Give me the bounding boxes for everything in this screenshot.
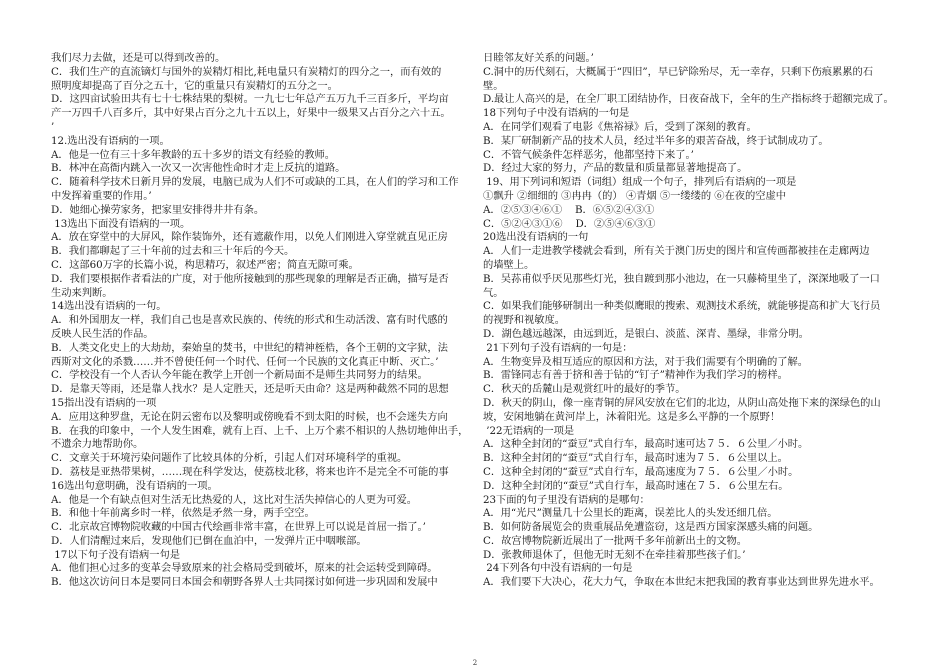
- text-line: D．湖色越远越深，由远到近，是银白、淡蓝、深青、墨绿，非常分明。: [483, 327, 809, 340]
- text-line: D．是靠天等雨，还是靠人找水？是人定胜天，还是听天由命？这是两种截然不同的思想: [51, 383, 449, 396]
- text-line: A．在同学们观看了电影《焦裕禄》后，受到了深刻的教育。: [483, 120, 757, 133]
- text-line: C．故宫博物院新近展出了一批两千多年前新出土的文物。: [483, 534, 747, 547]
- text-line: C．这种全封闭的“蚕豆”式自行车，最高速度为７５．６公里／小时。: [483, 465, 799, 478]
- text-line: C．不管气候条件怎样恶劣，他都坚持下来了。’: [483, 148, 694, 161]
- text-line: A．这种全封闭的“蚕豆”式自行车，最高时速可达７５．６公里／小时。: [483, 438, 809, 451]
- text-line: 的视野和视敏度。: [483, 314, 565, 327]
- text-line: D．我们要根据作者看法的广度，对于他所接触到的那些现象的理解是否正确，描写是否: [51, 272, 449, 285]
- text-line: ’22无语病的一项是: [483, 424, 575, 437]
- page-number: 2: [472, 659, 478, 667]
- text-line: D．经过大家的努力，产品的数量和质量都显著地提高了。: [483, 162, 748, 175]
- text-line: A．他是一个有缺点但对生活无比热爱的人，这比对生活失掉信心的人更为可爱。: [51, 493, 418, 506]
- text-line: B．如何防备展览会的贵重展品免遭盗窃，这是西方国家深感头痛的问题。: [483, 521, 819, 534]
- text-line: 西斯对文化的杀戮……并不曾使任何一个时代、任何一个民族的文化真正中断、灭亡。’: [51, 355, 439, 368]
- text-line: 20选出没有语病的一句: [483, 231, 589, 244]
- text-line: 19、用下列词和短语（词组）组成一个句子，排列后有语病的一项是: [483, 176, 797, 189]
- text-line: 我们尽力去做，还是可以得到改善的。: [51, 52, 226, 64]
- text-line: C．这部60万字的长篇小说，构思精巧，叙述严密；简直无隙可乘。: [51, 258, 359, 271]
- text-line: C．文章关于环境污染问题作了比较具体的分析，引起人们对环境科学的重视。: [51, 452, 408, 465]
- text-line: C．我们生产的直流镝灯与国外的炭精灯相比,耗电量只有炭精灯的四分之一，而有效的: [51, 65, 442, 78]
- text-line: 23下面的句子里没有语病的是哪句：: [483, 493, 650, 506]
- text-line: D．张教师退休了，但他无时无刻不在牵挂着那些孩子们。’: [483, 548, 746, 561]
- text-line: B．我们都聊起了三十年前的过去和三十年后的今天。: [51, 245, 295, 258]
- text-line: A．人们一走进教学楼就会看到，所有关于澳门历史的图片和宣传画都被挂在走廊两边: [483, 245, 870, 258]
- text-line: A．放在穿堂中的大屏风，除作装饰外，还有遮蔽作用，以免人们刚进入穿堂就直见正房: [51, 231, 448, 244]
- text-line: 照明度却提高了百分之五十，它的重量只有炭精灯的五分之一。: [51, 79, 338, 92]
- text-line: 生动来判断。: [51, 286, 113, 299]
- text-line: 气。: [483, 286, 504, 299]
- text-line: 12.选出没有语病的一项。: [51, 134, 170, 147]
- text-line: A．②⑤③④⑥① B．⑥⑤②④③①: [483, 203, 655, 216]
- text-line: 16选出句意明确，没有语病的一项。: [51, 479, 218, 492]
- text-line: C．随着科学技术日新月异的发展，电脑已成为人们不可或缺的工具，在人们的学习和工作: [51, 176, 459, 189]
- text-line: C．北京故宫博物院收藏的中国古代绘画非常丰富，在世界上可以说是首屈一指了。’: [51, 521, 426, 534]
- text-line: 的墙壁上。: [483, 258, 535, 271]
- text-line: B．雷锋同志有善于挤和善于钻的“钉子”精神作为我们学习的榜样。: [483, 369, 788, 382]
- text-line: C．⑤②④③①⑥ D．②⑤④⑥③①: [483, 217, 656, 230]
- text-line: D．这种全封闭的“蚕豆”式自行车，最高时速在７５．６公里左右。: [483, 479, 789, 492]
- text-line: A．和外国朋友一样，我们自己也是喜欢民族的、传统的形式和生动活泼、富有时代感的: [51, 314, 448, 327]
- text-line: 18下列句子中没有语病的一句是: [483, 107, 630, 120]
- text-line: D．秋天的阴山，像一座青铜的屏风安放在它们的北边，从阴山高处拖下来的深绿色的山: [483, 396, 881, 409]
- text-line: 日睦邻友好关系的问题。’: [483, 52, 594, 64]
- text-line: C.洞中的历代刻石，大概属于“四旧”，早已铲除殆尽，无一幸存，只剩下伤痕累累的石: [483, 65, 873, 78]
- text-line: A．应用这种罗盘，无论在阴云密布以及黎明或傍晚看不到太阳的时候，也不会迷失方向: [51, 410, 448, 423]
- text-line: 不遗余力地帮助你。: [51, 438, 144, 451]
- text-line: A．用“光尺”测量几十公里长的距离，误差比人的头发还细几倍。: [483, 507, 778, 520]
- text-line: 17以下句子没有语病一句是: [51, 548, 180, 561]
- text-line: B．人类文化史上的大劫劫，秦始皇的焚书，中世纪的精神桎梏，各个王朝的文字狱，法: [51, 341, 448, 354]
- text-line: 产一万四千八百多斤，其中好果占百分之九十五以上，好果中一级果又占百分之六十五。: [51, 107, 451, 120]
- text-line: 24下列各句中没有语病的一句是: [483, 562, 633, 575]
- text-line: 13选出下面没有语病的一项。: [51, 217, 191, 230]
- text-line: 壁。: [483, 79, 504, 92]
- text-line: C．学校没有一个人否认今年能在教学上开创一个新局面不是师生共同努力的结果。: [51, 369, 428, 382]
- text-line: A．我们要下大决心，花大力气，争取在本世纪末把我国的教育事业达到世界先进水平。: [483, 576, 880, 589]
- text-line: B．在我的印象中，一个人发生困难，就有上百、上千、上万个素不相识的人热切地伸出手，: [51, 424, 469, 437]
- text-line: C．秋天的岳麓山是观赏红叶的最好的季节。: [483, 383, 686, 396]
- text-line: 15指出没有语病的一项: [51, 396, 157, 409]
- text-line: B．这种全封闭的“蚕豆”式自行车，最高时速为７５．６公里以上。: [483, 452, 788, 465]
- text-line: 坡，安闲地躺在黄河岸上，沐着阳光。这是多么平静的一个原野！: [483, 410, 781, 423]
- text-line: B．和他十年前离乡时一样，依然是矛然一身，两手空空。: [51, 507, 315, 520]
- text-line: B．吴荪甫似乎厌见那些灯光，独自踱到那小池边，在一只藤椅里坐了，深深地吸了一口: [483, 272, 880, 285]
- text-line: 中发挥着重要的作用。’: [51, 189, 152, 202]
- text-line: 14选出没有语病的一句。: [51, 300, 167, 313]
- text-line: A．生物变异及相互适应的原因和方法，对于我们需要有个明确的了解。: [483, 355, 809, 368]
- right-text-column: [483, 52, 901, 590]
- text-line: A．他是一位有三十多年教龄的五十多岁的语文有经验的教师。: [51, 148, 336, 161]
- text-line: 21下列句子没有语病的一句是：: [483, 341, 633, 354]
- text-line: A．他们担心过多的变革会导致原来的社会格局受到破坏，原来的社会运转受到障碍。: [51, 562, 438, 575]
- text-line: ①飘升 ②细细的 ③冉冉（的） ④青烟 ⑤一缕缕的 ⑥在夜的空虚中: [483, 189, 787, 202]
- text-line: D．人们清醒过来后，发现他们已倒在血泊中，一发弹片正中咽喉部。: [51, 534, 367, 547]
- text-line: D．这四亩试验田共有七十七株结果的梨树。一九七七年总产五万九千三百多斤，平均亩: [51, 93, 449, 106]
- text-line: D．荔枝是亚热带果树，……现在科学发达，使荔枝北移，将来也许不是完全不可能的事: [51, 465, 449, 478]
- text-line: D．她细心操劳家务，把家里安排得井井有条。: [51, 203, 265, 216]
- text-line: D.最让人高兴的是，在全厂职工团结协作，日夜奋战下，全年的生产指标终于超额完成了。: [483, 93, 894, 106]
- text-line: B．某厂研制新产品的技术人员，经过半年多的艰苦奋战，终于试制成功了。: [483, 134, 829, 147]
- text-line: 反映人民生活的作品。: [51, 327, 154, 340]
- left-text-column: [51, 52, 469, 590]
- text-line: ’: [51, 120, 55, 133]
- text-line: C．如果我们能够研制出一种类似鹰眼的搜索、观测技术系统，就能够提高和扩大飞行员: [483, 300, 881, 313]
- text-line: B．他这次访问日本是要同日本国会和朝野各界人士共同探讨如何进一步巩固和发展中: [51, 576, 438, 589]
- text-line: B．林冲在高衙内跳入一次又一次害他性命时才走上反抗的道路。: [51, 162, 346, 175]
